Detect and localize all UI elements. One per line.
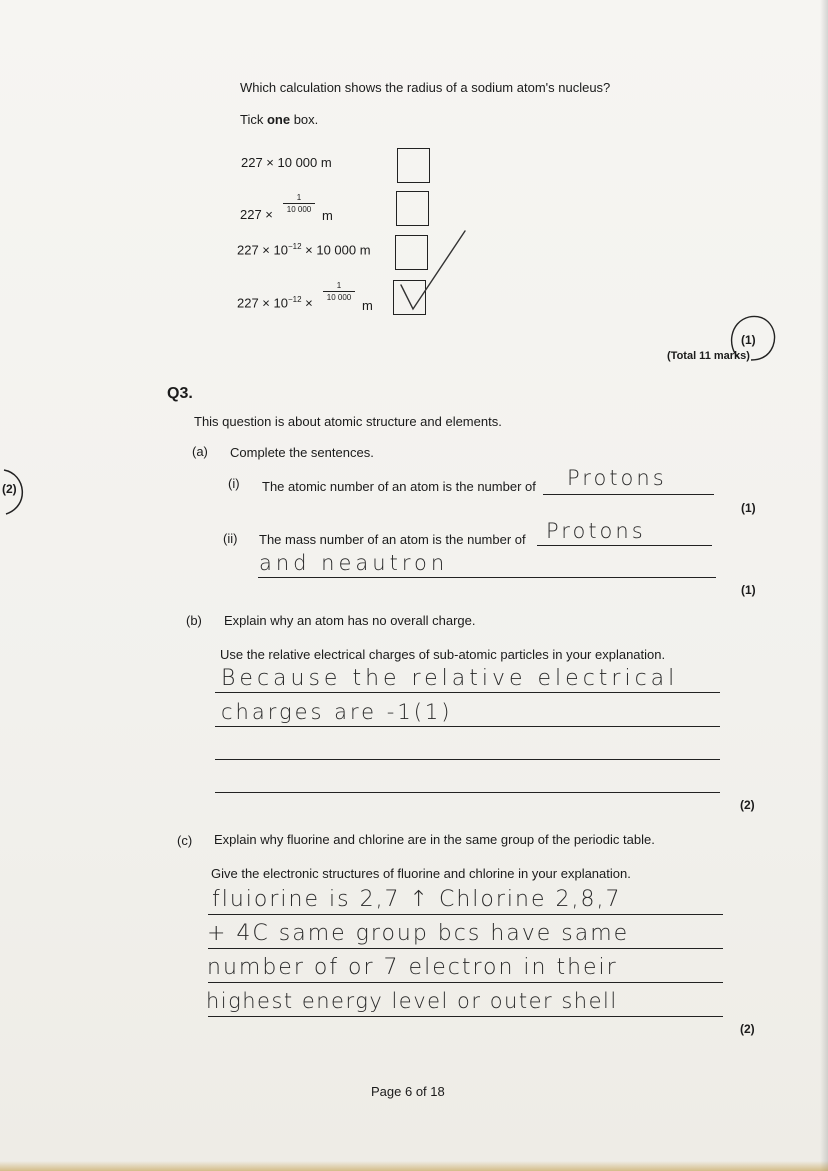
page-edge-bottom [0,1161,828,1171]
question-prompt: Which calculation shows the radius of a sodium atom's nucleus? [240,80,611,95]
answer-b-line-1: Because the relative electrical [221,666,679,691]
question-intro: This question is about atomic structure and elements. [194,414,502,429]
part-b-sub: Use the relative electrical charges of sub-atomic particles in your explanation. [220,647,666,662]
answer-line [215,759,720,760]
answer-line [258,577,716,578]
question-number: Q3. [167,385,193,402]
answer-c-line-4: highest energy level or outer shell [206,989,618,1013]
answer-line [215,692,720,693]
answer-line [208,948,723,949]
marks-c: (2) [740,1022,755,1036]
answer-a-ii-line-1: Protons [546,519,646,543]
option-1: 227 × 10 000 m [241,155,332,170]
answer-c-line-2: + 4C same group bcs have same [207,921,630,946]
answer-c-line-1: fluiorine is 2,7 ↑ Chlorine 2,8,7 [212,887,622,912]
checkbox-option-2[interactable] [396,191,429,226]
answer-c-line-3: number of or 7 electron in their [207,955,618,980]
part-a-label: (a) [192,444,208,459]
option-3: $227 \times 10^{-12} \times 10$ 000 m [237,242,371,258]
answer-line [537,545,712,546]
part-c-label: (c) [177,833,193,848]
answer-a-ii-line-2: and neautron [259,551,449,575]
part-a-text: Complete the sentences. [230,445,374,460]
tick-mark-icon [395,225,475,320]
page-number: Page 6 of 18 [371,1084,445,1099]
tick-instruction: Tick one box. [240,112,319,127]
marks-a-i: (1) [741,501,756,515]
answer-line [208,1016,723,1017]
part-a-ii-label: (ii) [223,531,238,546]
awarded-mark: (1) [741,333,756,347]
answer-b-line-2: charges are -1(1) [221,700,453,724]
part-b-text: Explain why an atom has no overall charge. [224,613,476,628]
answer-line [208,982,723,983]
part-c-sub: Give the electronic structures of fluorine and chlorine in your explanation. [211,866,631,881]
marks-a-ii: (1) [741,583,756,597]
part-a-i-text: The atomic number of an atom is the number of [262,479,536,494]
answer-line [215,726,720,727]
total-marks: (Total 11 marks) [667,350,750,362]
checkbox-option-1[interactable] [397,148,430,183]
part-a-ii-text: The mass number of an atom is the number of [259,532,526,547]
exam-page: Which calculation shows the radius of a sodium atom's nucleus? Tick one box. 227 × 10 000 m 227 × 1 10 000 m $227 \times 10^{-12} \times 10$ 000 m $227 \times 10^{-12}$ × 1 10 000 m (1) (Total 11 marks) Q3. This question is about atomic structure and elements. (a) Complete the sentences. (i) The atomic number of an atom is the number of Protons (1) (ii) The mass number of an atom is the number of Protons and neautron (1) (b) Explain why an atom has no overall charge. Use the relative electrical charges of sub-atomic particles in your explanation. Because the relative electrical charges are -1(1) (2) (c) Explain why fluorine and chlorine are in the same group of the periodic table. Give the electronic structures of fluorine and chlorine in your explanation. fluiorine is 2,7 ↑ Chlorine 2,8,7 + 4C same group bcs have same number of or 7 electron in their highest energy level or outer shell (2) (2) Page 6 of 18 [0,0,828,1171]
answer-a-i: Protons [567,466,667,490]
answer-line [215,792,720,793]
marks-b: (2) [740,798,755,812]
page-edge-shadow [820,0,828,1171]
answer-line [208,914,723,915]
margin-mark: (2) [2,482,17,496]
part-c-text: Explain why fluorine and chlorine are in the same group of the periodic table. [214,832,655,847]
part-b-label: (b) [186,613,202,628]
answer-line [543,494,714,495]
part-a-i-label: (i) [228,476,240,491]
